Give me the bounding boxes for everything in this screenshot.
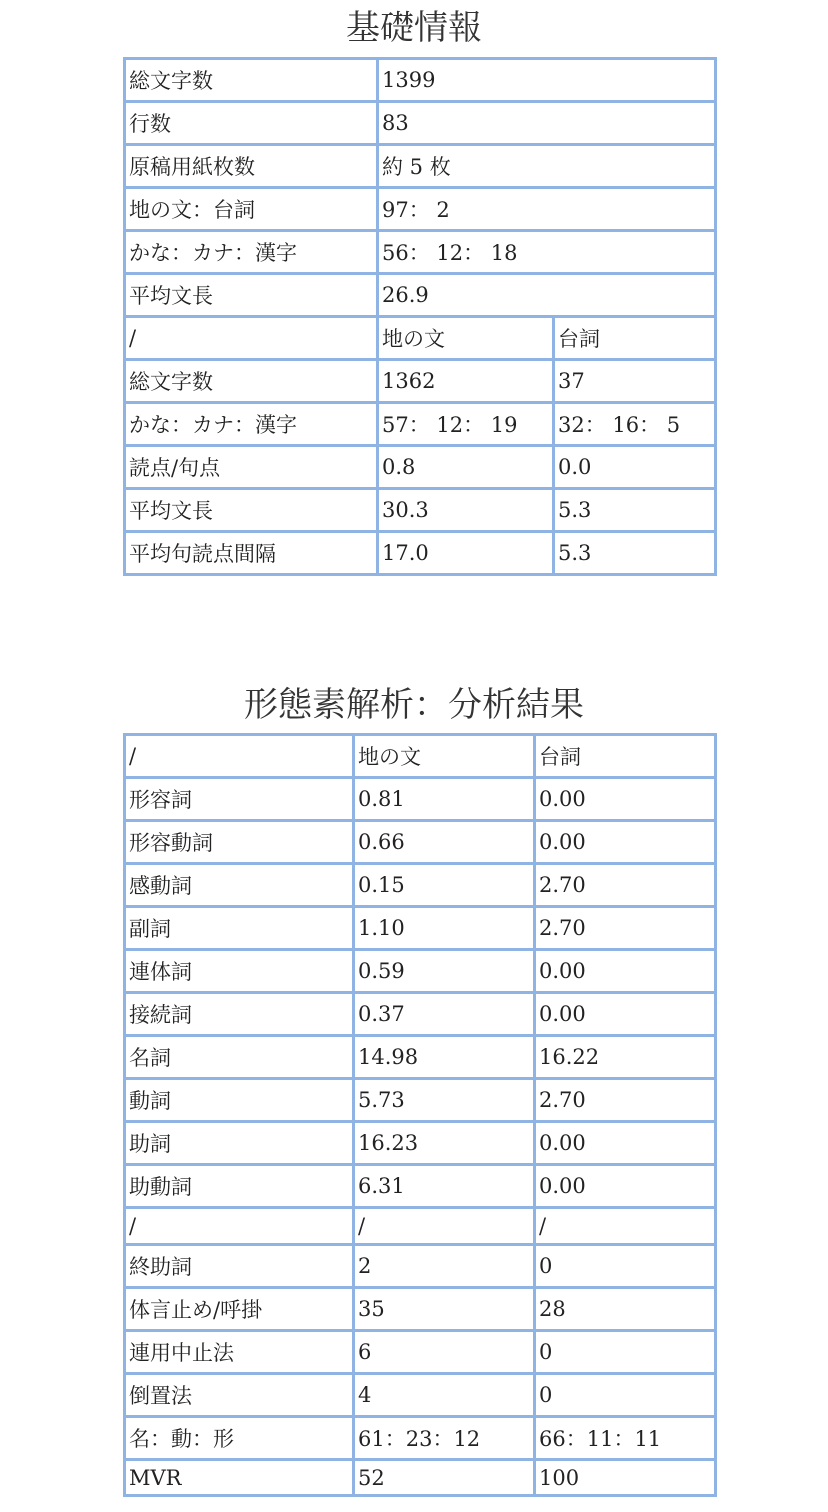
table-row (125, 950, 716, 993)
row-label: 名詞 (125, 1036, 354, 1079)
dialogue-value: 32： 16： 5 (554, 403, 716, 446)
narration-value: 17.0 (378, 532, 554, 575)
row-label: 動詞 (125, 1079, 354, 1122)
row-label: 総文字数 (125, 59, 378, 102)
separator-label: / (125, 1208, 354, 1245)
row-label: MVR (125, 1460, 354, 1496)
row-label: 体言止め/呼掛 (125, 1288, 354, 1331)
dialogue-value: 100 (535, 1460, 716, 1496)
narration-value: 1.10 (354, 907, 535, 950)
row-value: 83 (378, 102, 716, 145)
row-label: 地の文：台詞 (125, 188, 378, 231)
table-row (125, 1417, 716, 1460)
narration-value: 6 (354, 1331, 535, 1374)
row-label: 助詞 (125, 1122, 354, 1165)
row-label: 行数 (125, 102, 378, 145)
table-row (125, 1374, 716, 1417)
dialogue-value: 5.3 (554, 532, 716, 575)
dialogue-value: 0 (535, 1331, 716, 1374)
table-row (125, 778, 716, 821)
row-label: 感動詞 (125, 864, 354, 907)
table-row (125, 1079, 716, 1122)
header-dialogue: 台詞 (535, 735, 716, 778)
row-label: 副詞 (125, 907, 354, 950)
table-row (125, 1165, 716, 1208)
row-label: 原稿用紙枚数 (125, 145, 378, 188)
narration-value: 2 (354, 1245, 535, 1288)
table-row (125, 821, 716, 864)
dialogue-value: 0.00 (535, 1122, 716, 1165)
narration-value: 57： 12： 19 (378, 403, 554, 446)
table-row (125, 1245, 716, 1288)
dialogue-value: 0 (535, 1245, 716, 1288)
table-row (125, 1122, 716, 1165)
narration-value: 0.15 (354, 864, 535, 907)
narration-value: 0.8 (378, 446, 554, 489)
row-label: 助動詞 (125, 1165, 354, 1208)
table-row (125, 446, 716, 489)
row-label: 形容動詞 (125, 821, 354, 864)
table-row (125, 360, 716, 403)
table-row (125, 274, 716, 317)
table-row (125, 1288, 716, 1331)
dialogue-value: 0.00 (535, 993, 716, 1036)
table-row (125, 403, 716, 446)
narration-value: 6.31 (354, 1165, 535, 1208)
table-row (125, 231, 716, 274)
row-label: 接続詞 (125, 993, 354, 1036)
table-row (125, 907, 716, 950)
row-label: かな：カナ：漢字 (125, 231, 378, 274)
table-row (125, 1036, 716, 1079)
narration-value: 16.23 (354, 1122, 535, 1165)
dialogue-value: 2.70 (535, 1079, 716, 1122)
dialogue-value: 2.70 (535, 864, 716, 907)
narration-value: 61：23：12 (354, 1417, 535, 1460)
table-row (125, 993, 716, 1036)
header-narration: 地の文 (378, 317, 554, 360)
dialogue-value: 66：11：11 (535, 1417, 716, 1460)
header-label: / (125, 317, 378, 360)
narration-value: 14.98 (354, 1036, 535, 1079)
row-value: 1399 (378, 59, 716, 102)
morph-analysis-title: 形態素解析：分析結果 (244, 685, 584, 725)
separator-row (125, 1208, 716, 1245)
table-row (125, 102, 716, 145)
separator-narration: / (354, 1208, 535, 1245)
narration-value: 0.37 (354, 993, 535, 1036)
header-dialogue: 台詞 (554, 317, 716, 360)
basic-info-title: 基礎情報 (346, 8, 482, 48)
row-label: 連用中止法 (125, 1331, 354, 1374)
row-label: 連体詞 (125, 950, 354, 993)
narration-value: 5.73 (354, 1079, 535, 1122)
dialogue-value: 0.00 (535, 778, 716, 821)
narration-value: 35 (354, 1288, 535, 1331)
dialogue-value: 0.00 (535, 950, 716, 993)
narration-value: 0.66 (354, 821, 535, 864)
narration-value: 0.59 (354, 950, 535, 993)
basic-info-table (123, 57, 717, 576)
row-label: 読点/句点 (125, 446, 378, 489)
table-header-row (125, 735, 716, 778)
table-row (125, 188, 716, 231)
dialogue-value: 5.3 (554, 489, 716, 532)
narration-value: 4 (354, 1374, 535, 1417)
dialogue-value: 0.00 (535, 1165, 716, 1208)
row-label: かな：カナ：漢字 (125, 403, 378, 446)
table-row (125, 1460, 716, 1496)
row-label: 形容詞 (125, 778, 354, 821)
row-label: 平均句読点間隔 (125, 532, 378, 575)
row-label: 平均文長 (125, 489, 378, 532)
dialogue-value: 16.22 (535, 1036, 716, 1079)
dialogue-value: 0.00 (535, 821, 716, 864)
row-label: 終助詞 (125, 1245, 354, 1288)
row-value: 約 5 枚 (378, 145, 716, 188)
dialogue-value: 0.0 (554, 446, 716, 489)
dialogue-value: 0 (535, 1374, 716, 1417)
table-header-row (125, 317, 716, 360)
row-label: 平均文長 (125, 274, 378, 317)
header-label: / (125, 735, 354, 778)
separator-dialogue: / (535, 1208, 716, 1245)
row-label: 名：動：形 (125, 1417, 354, 1460)
table-row (125, 489, 716, 532)
row-label: 倒置法 (125, 1374, 354, 1417)
row-value: 56： 12： 18 (378, 231, 716, 274)
row-value: 97： 2 (378, 188, 716, 231)
morph-analysis-table (123, 733, 717, 1497)
table-row (125, 145, 716, 188)
dialogue-value: 2.70 (535, 907, 716, 950)
table-row (125, 864, 716, 907)
narration-value: 1362 (378, 360, 554, 403)
table-row (125, 59, 716, 102)
dialogue-value: 37 (554, 360, 716, 403)
row-label: 総文字数 (125, 360, 378, 403)
narration-value: 30.3 (378, 489, 554, 532)
row-value: 26.9 (378, 274, 716, 317)
header-narration: 地の文 (354, 735, 535, 778)
table-row (125, 1331, 716, 1374)
table-row (125, 532, 716, 575)
dialogue-value: 28 (535, 1288, 716, 1331)
narration-value: 52 (354, 1460, 535, 1496)
narration-value: 0.81 (354, 778, 535, 821)
